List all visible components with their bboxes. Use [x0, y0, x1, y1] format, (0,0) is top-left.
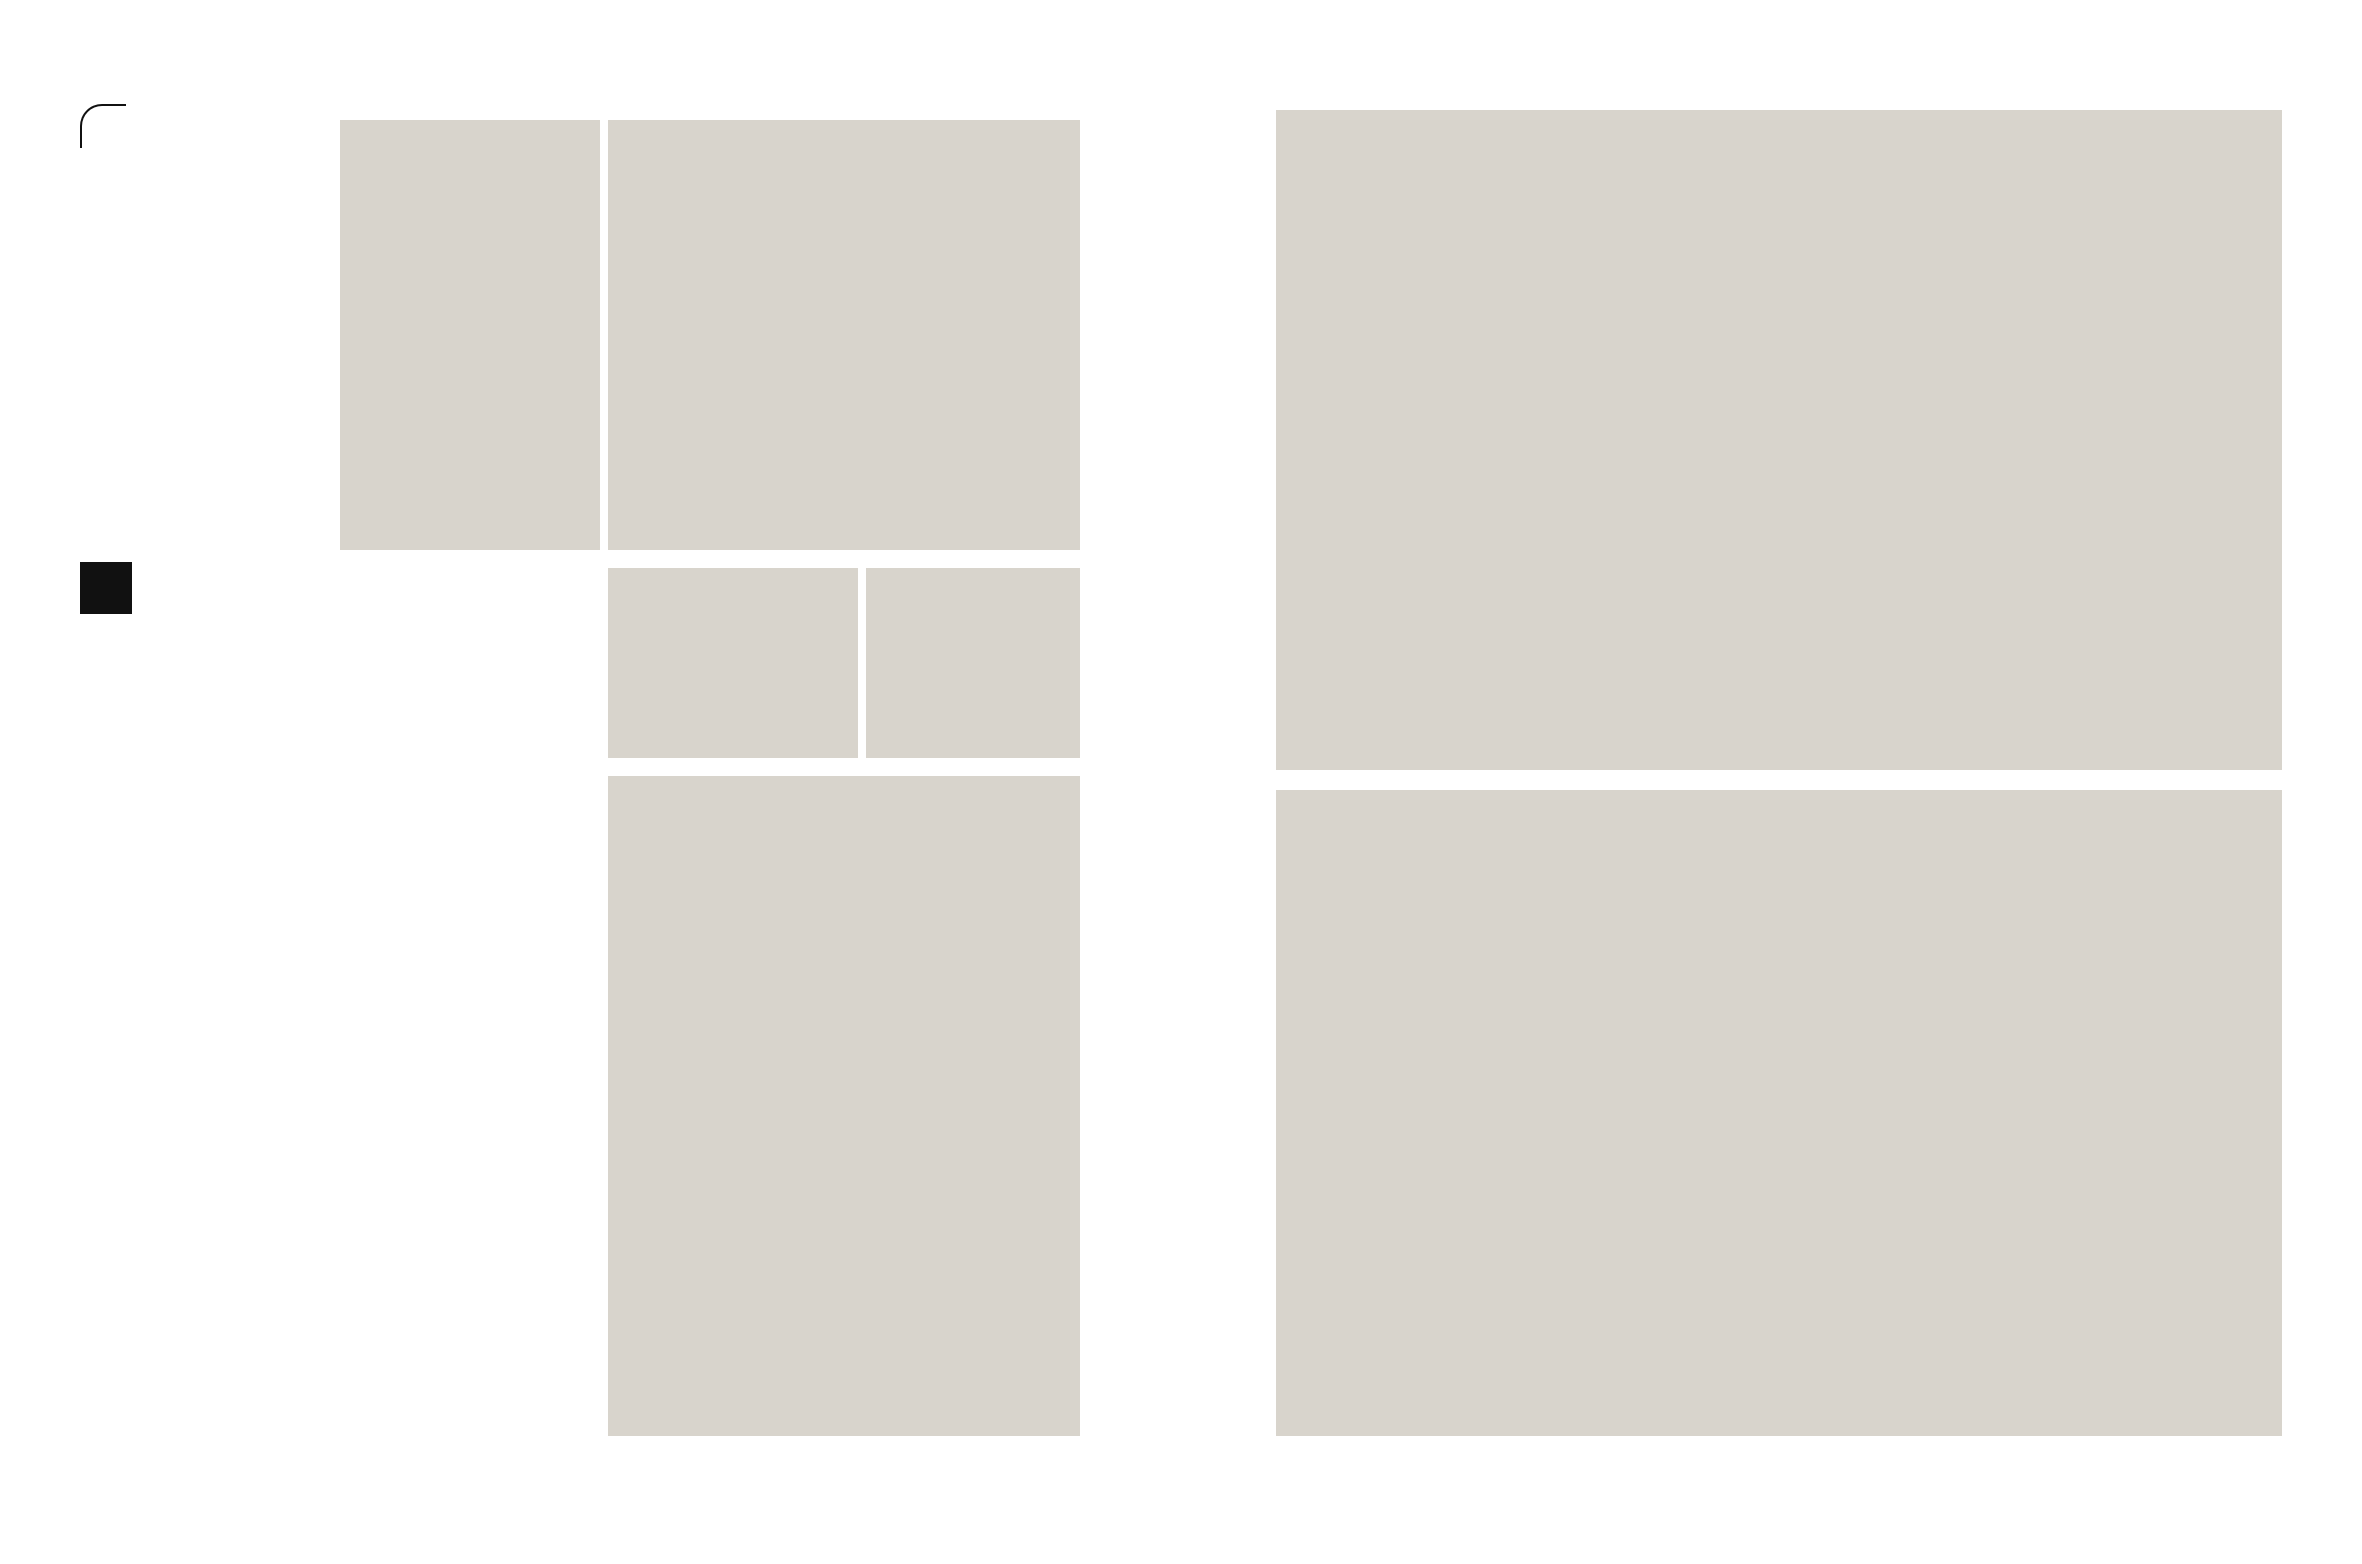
fact-box: [80, 644, 295, 658]
photo-wine-bottles: [866, 568, 1080, 758]
right-page: [1254, 0, 2362, 1564]
photo-restaurant-interior: [1276, 110, 2282, 770]
photo-ricotta-pancakes: [608, 568, 858, 758]
photo-owners-at-entrance: [1276, 790, 2282, 1436]
entry-number-badge: [80, 562, 132, 614]
title-block: [80, 104, 330, 142]
photo-chef-in-kitchen: [340, 120, 600, 550]
corner-rule: [80, 104, 126, 148]
photo-dining-table: [608, 120, 1080, 550]
photo-burger-and-fries: [608, 776, 1080, 1436]
